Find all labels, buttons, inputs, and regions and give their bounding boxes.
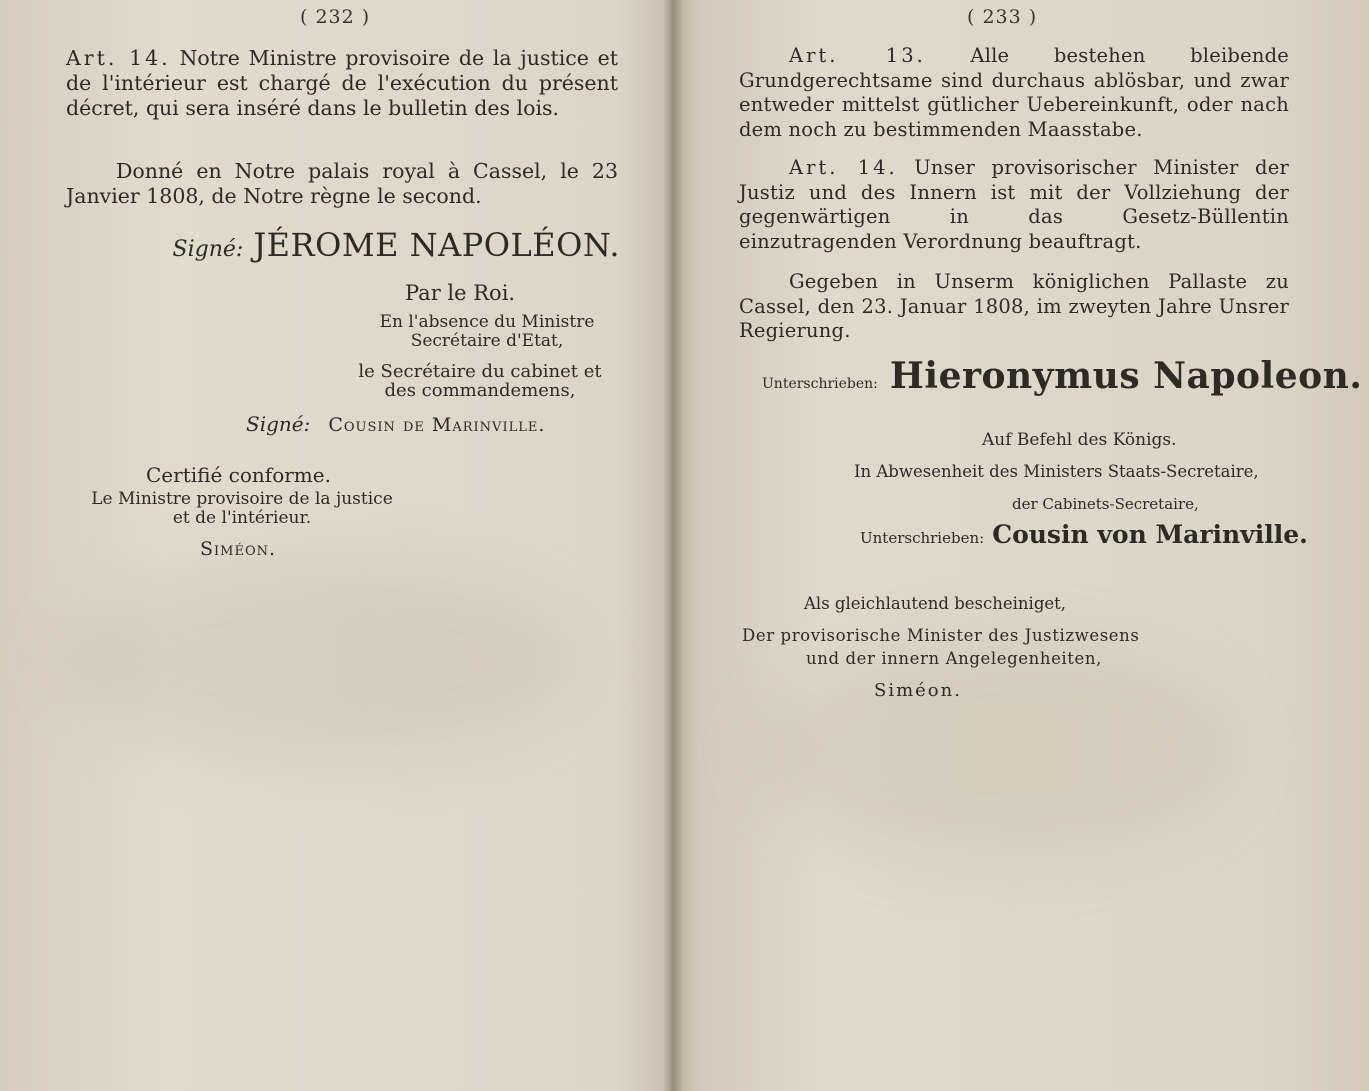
signature-label: Signé: [246,412,311,436]
simeon-signature: Siméon. [200,538,277,560]
king-name: JÉROME NAPOLÉON. [253,226,620,264]
gegeben-paragraph: Gegeben in Unserm königlichen Pallaste zu Cassel, den 23. Januar 1808, im zweyten Jahre Unsrer Regierung. [739,270,1289,342]
minister-name: Cousin de Marinville. [328,414,546,436]
absence-line: Secrétaire d'Etat, [410,331,564,351]
article-text: Unser provisorischer Minister der Justiz und des Innern ist mit der Vollziehung der gegenwärtigen in das Gesetz-Büllentin einzutragenden Verordnung beauftragt. [739,156,1289,253]
minister-title-line: Der provisorische Minister des Justizwesens [742,626,1140,645]
book-gutter [664,0,682,1091]
absence-block [358,313,616,351]
article-label: Art. 13. [789,44,926,67]
par-le-roi: Par le Roi. [405,281,516,305]
article-label: Art. 14. [789,156,898,179]
minister-signature [246,412,545,436]
artikel-13-paragraph [739,44,1289,142]
article-text: Alle bestehen bleibende Grundgerechtsame sind durchaus ablösbar, und zwar entweder mittelst gütlicher Uebereinkunft, oder nach dem noch zu bestimmenden Maasstabe. [739,44,1289,141]
minister-title-line: Le Ministre provisoire de la justice [91,489,393,509]
certified-line: Certifié conforme. [146,463,331,487]
king-signature [762,355,1363,397]
secretary-line: le Secrétaire du cabinet et [358,361,602,382]
article-label: Art. 14. [66,46,171,70]
artikel-14-paragraph [739,156,1289,254]
article-text: Notre Ministre provisoire de la justice et de l'intérieur est chargé de l'exécution du présent décret, qui sera inséré dans le bulletin des lois. [66,46,618,120]
absence-line: En l'absence du Ministre [379,312,595,332]
cabinets-line: der Cabinets-Secretaire, [1012,495,1199,513]
page-number: ( 233 ) [967,6,1038,28]
signature-label: Signé: [172,237,244,262]
gleichlautend-line: Als gleichlautend bescheiniget, [804,594,1067,613]
article-14-paragraph [66,46,618,121]
minister-title-block [62,490,422,528]
given-at-paragraph: Donné en Notre palais royal à Cassel, le 23 Janvier 1808, de Notre règne le second. [66,159,618,208]
minister-title-line: und der innern Angelegenheiten, [806,649,1102,668]
abwesenheit-line: In Abwesenheit des Ministers Staats-Secretaire, [854,462,1259,481]
right-page [682,0,1369,1091]
signature-label: Unterschrieben: [762,376,878,392]
auf-befehl: Auf Befehl des Königs. [982,430,1177,450]
secretary-block [330,362,630,400]
minister-title-line: et de l'intérieur. [172,508,312,528]
simeon-signature: Siméon. [874,680,962,701]
left-page [0,0,664,1091]
minister-signature [860,520,1308,549]
page-number: ( 232 ) [300,6,371,28]
king-signature [168,226,620,264]
secretary-line: des commandemens, [384,380,576,401]
minister-name: Cousin von Marinville. [992,520,1308,549]
king-name: Hieronymus Napoleon. [889,355,1363,397]
signature-label: Unterschrieben: [860,529,985,547]
